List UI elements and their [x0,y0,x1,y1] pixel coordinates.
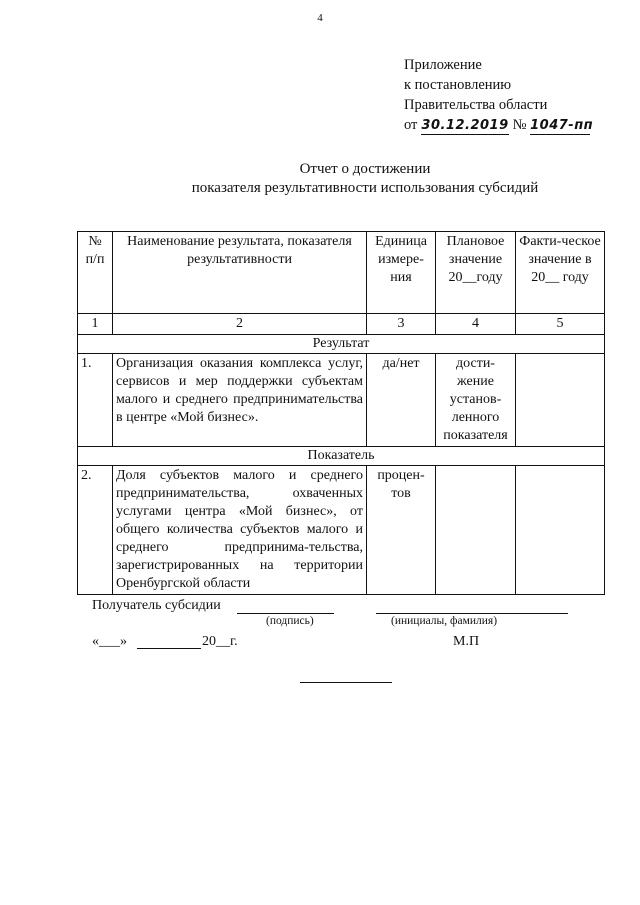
closing-divider [300,682,392,683]
header-unit: Единица измере-ния [367,232,436,314]
col-number-5: 5 [516,314,605,335]
row1-num: 1. [78,354,113,447]
appendix-line1: Приложение [404,57,482,73]
date-month-line [137,648,201,649]
section-indicator-row [78,447,605,466]
row1-planned: дости-жение установ-ленного показателя [436,354,516,447]
col-number-2: 2 [113,314,367,335]
report-title [0,160,640,198]
recipient-label: Получатель субсидии [92,598,221,613]
column-numbers-row [78,314,605,335]
date-year: 20__г. [202,634,238,649]
page-number: 4 [317,12,323,24]
header-name: Наименование результата, показателя результативности [113,232,367,314]
name-caption: (инициалы, фамилия) [391,615,498,627]
row2-planned [436,466,516,595]
signature-caption: (подпись) [266,615,314,627]
appendix-block [404,55,594,135]
row1-unit: да/нет [367,354,436,447]
header-row [78,232,605,314]
title-line2: показателя результативности использования субсидий [191,180,539,196]
appendix-line3: Правительства области [404,97,548,113]
report-table [77,231,605,595]
row2-name: Доля субъектов малого и среднего предпринимательства, охваченных услугами центра «Мой бизнес», от общего количества субъектов малого и среднего предпринима-тельства, зарегистрированных на территории Оренбургской области [113,466,367,595]
name-line [376,613,568,614]
header-planned: Плановое значение 20__году [436,232,516,314]
section-result-row [78,335,605,354]
row2-num: 2. [78,466,113,595]
section-result: Результат [78,335,605,354]
row1-actual [516,354,605,447]
signature-line [237,613,334,614]
stamp-label: М.П [453,634,480,649]
title-line1: Отчет о достижении [299,161,431,177]
handwritten-date: 30.12.2019 [421,118,509,133]
row2-actual [516,466,605,595]
appendix-line2: к постановлению [404,77,512,93]
row2-unit: процен-тов [367,466,436,595]
col-number-3: 3 [367,314,436,335]
appendix-line4 [404,115,594,135]
table-row [78,466,605,595]
header-num: № п/п [78,232,113,314]
header-actual: Факти-ческое значение в 20__ году [516,232,605,314]
from-label: от [404,117,418,133]
date-prefix: «___» [92,634,127,649]
table-row [78,354,605,447]
col-number-4: 4 [436,314,516,335]
number-label: № [512,117,527,133]
section-indicator: Показатель [78,447,605,466]
col-number-1: 1 [78,314,113,335]
row1-name: Организация оказания комплекса услуг, сервисов и мер поддержки субъектам малого и среднего предпринимательства в центре «Мой бизнес». [113,354,367,447]
handwritten-number: 1047-пп [530,118,594,133]
